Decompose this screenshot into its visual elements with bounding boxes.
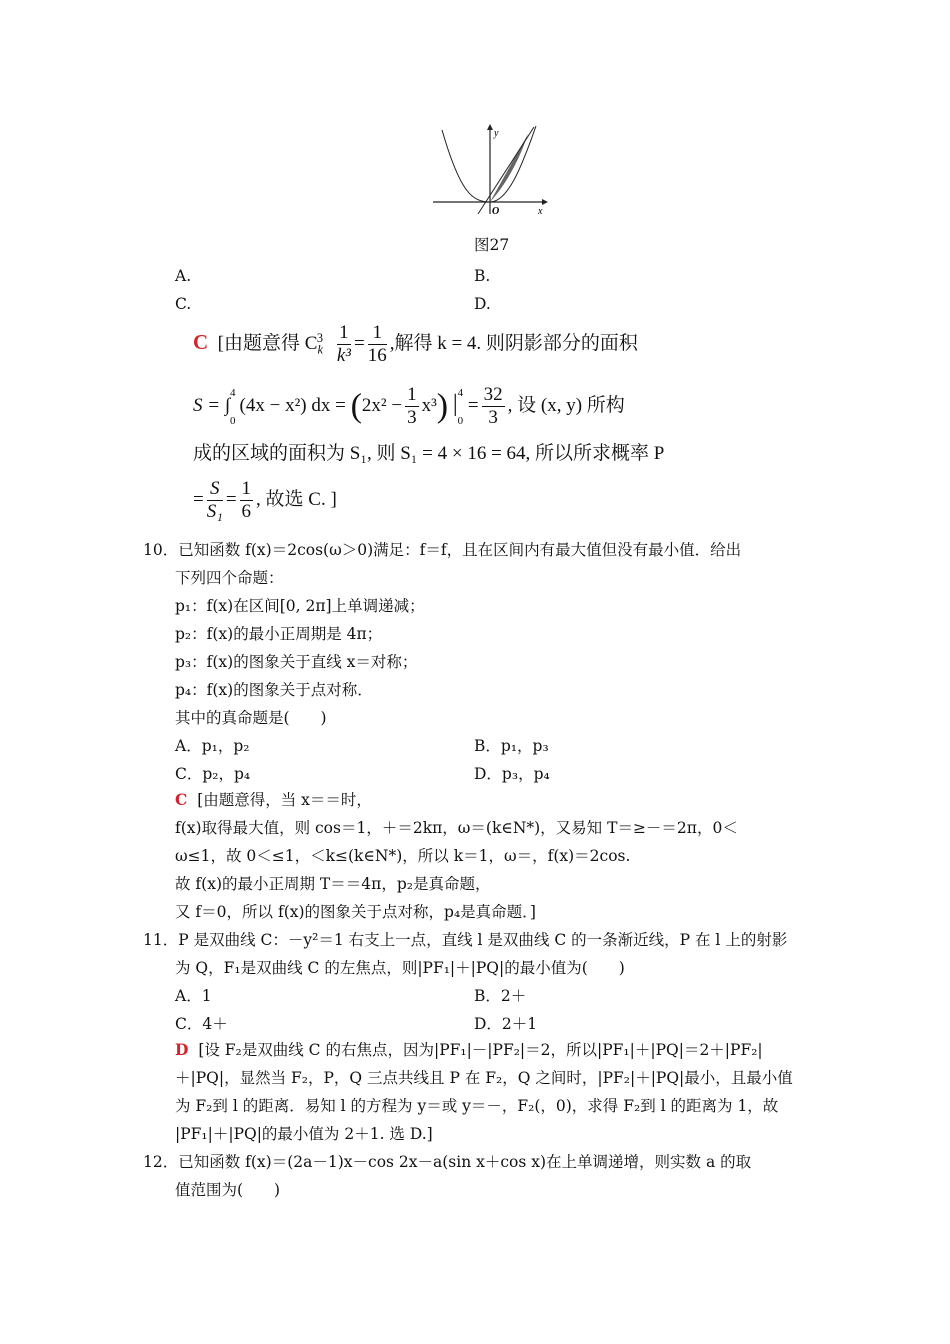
- q10-solution-line-5: 又 f＝0，所以 f(x)的图象关于点对称，p₄是真命题．]: [175, 903, 536, 921]
- q11-stem-1: 11．P 是双曲线 C：－y²＝1 右支上一点，直线 l 是双曲线 C 的一条渐近线，P 在 l 上的射影: [143, 931, 788, 949]
- q9-sol1-sub: k: [317, 342, 323, 357]
- q10-stem-2: 下列四个命题：: [175, 569, 284, 587]
- q11-option-c: C．4＋: [175, 1015, 228, 1033]
- q10-prop-p1: p₁：f(x)在区间[0, 2π]上单调递减；: [175, 597, 425, 615]
- q10-question: 其中的真命题是( ): [175, 709, 327, 727]
- q11-solution-line-3: 为 F₂到 l 的距离．易知 l 的方程为 y＝或 y＝－，F₂(，0)，求得 F₂到 l 的距离为 1，故: [175, 1097, 779, 1115]
- q9-int-lower: 0: [230, 414, 236, 427]
- q9-solution-line-2: S = ∫ 4 0 (4x − x²) dx = (2x² − $\frac{1}{3}$ x³) | 4 0 = $\frac{32}{3}$ , 设 (x, y) 所构: [193, 384, 625, 428]
- q10-option-a: A．p₁，p₂: [175, 737, 250, 755]
- line-curve: [478, 127, 534, 214]
- q9-frac-3: $\frac{1}{3}$: [407, 384, 417, 428]
- q10-stem-1: 10．已知函数 f(x)＝2cos(ω＞0)满足：f＝f，且在区间内有最大值但没有最小值．给出: [143, 541, 742, 559]
- q9-solution-line-4: [193, 478, 337, 523]
- q11-answer-letter: D: [175, 1040, 189, 1059]
- figure-27-graph: [430, 122, 550, 218]
- q9-solution-line-3: 成的区域的面积为 S₁, 则 S₁ = 4 × 16 = 64, 所以所求概率 P: [193, 443, 665, 464]
- q11-solution-line-1: D [设 F₂是双曲线 C 的右焦点，因为|PF₁|－|PF₂|＝2，所以|PF₁|＋|PQ|＝2＋|PF₂|: [175, 1040, 763, 1059]
- figure-caption: 图27: [474, 236, 510, 254]
- q10-option-d: D．p₃，p₄: [474, 765, 550, 783]
- q9-sol2-post: , 设 (x, y) 所构: [507, 394, 625, 416]
- q11-solution-line-2: ＋|PQ|，显然当 F₂，P，Q 三点共线且 P 在 F₂，Q 之间时，|PF₂|＋|PQ|最小，且最小值: [175, 1069, 793, 1087]
- q10-answer-letter: C: [175, 790, 188, 809]
- q11-solution-line-4: |PF₁|＋|PQ|的最小值为 2＋1. 选 D.]: [175, 1125, 433, 1143]
- q9-answer-letter: C: [193, 329, 209, 354]
- parabola-curve: [442, 126, 536, 202]
- q9-sol1-pre: [由题意得 C: [217, 332, 318, 354]
- q9-eval-lower: 0: [457, 414, 464, 427]
- q12-stem-1: 12．已知函数 f(x)＝(2a－1)x－cos 2x－a(sin x＋cos x)在上单调递增，则实数 a 的取: [143, 1153, 752, 1171]
- q9-sol4-eq: =: [225, 488, 237, 510]
- q9-int-upper: 4: [230, 386, 236, 399]
- q11-option-b: B．2＋: [474, 987, 527, 1005]
- q9-option-b: B.: [474, 267, 491, 285]
- axis-x-label: x: [538, 206, 543, 217]
- x-axis-arrow: [542, 199, 548, 205]
- q9-integrand: (4x − x²) dx =: [239, 394, 346, 416]
- q9-sol1-sup: 3: [316, 330, 324, 345]
- q11-option-d: D．2＋1: [474, 1015, 538, 1033]
- y-axis-arrow: [487, 124, 493, 130]
- q10-solution-line-4: 故 f(x)的最小正周期 T＝＝4π，p₂是真命题，: [175, 875, 491, 893]
- q9-sol1-post: ,解得 k = 4. 则阴影部分的面积: [389, 332, 638, 354]
- q9-frac-4: $\frac{32}{3}$: [483, 384, 503, 428]
- q10-option-c: C．p₂，p₄: [175, 765, 251, 783]
- q10-prop-p3: p₃：f(x)的图象关于直线 x＝对称；: [175, 653, 418, 671]
- q9-option-c: C.: [175, 295, 192, 313]
- q9-frac-5: $\frac{S}{\text{S₁}}$: [206, 478, 223, 522]
- q9-eval-bar: |: [452, 390, 458, 417]
- q9-eval-upper: 4: [457, 386, 464, 399]
- q11-stem-2: 为 Q，F₁是双曲线 C 的左焦点，则|PF₁|＋|PQ|的最小值为( ): [175, 959, 625, 977]
- q12-stem-2: 值范围为( ): [175, 1181, 281, 1199]
- q9-antideriv-b: x³: [421, 394, 437, 416]
- q10-solution-line-1: C [由题意得，当 x＝＝时，: [175, 790, 372, 809]
- q11-option-a: A．1: [175, 987, 212, 1005]
- q10-solution-line-2: f(x)取得最大值，则 cos＝1，＋＝2kπ，ω＝(k∈N*)，又易知 T＝≥－＝2π，0＜: [175, 819, 738, 837]
- q9-eq: =: [467, 394, 479, 416]
- q9-antideriv-a: 2x² −: [361, 394, 403, 416]
- q10-prop-p4: p₄：f(x)的图象关于点对称．: [175, 681, 373, 699]
- q9-option-d: D.: [474, 295, 491, 313]
- origin-label: O: [492, 206, 500, 217]
- q10-prop-p2: p₂：f(x)的最小正周期是 4π；: [175, 625, 383, 643]
- q9-sol2-pre: S = ∫: [193, 394, 231, 416]
- q9-option-a: A.: [175, 267, 192, 285]
- q9-frac-2: $\frac{1}{16}$: [367, 322, 387, 366]
- q9-sol4-post: , 故选 C. ]: [256, 488, 337, 510]
- q9-sol4-pre: =: [193, 488, 204, 510]
- shaded-region: [490, 134, 528, 202]
- q9-frac-1: $\frac{1}{\text{k³}}$: [336, 322, 351, 366]
- q9-frac-6: $\frac{1}{6}$: [241, 478, 252, 522]
- q10-solution-line-3: ω≤1，故 0＜≤1，＜k≤(k∈N*)，所以 k＝1，ω＝，f(x)＝2cos.: [175, 847, 631, 865]
- axis-y-label: y: [494, 128, 499, 139]
- q9-solution-line-1: C [由题意得 $C_k^3$ $\frac{1}{\text{k³}}$ = $\frac{1}{16}$ ,解得 k = 4. 则阴影部分的面积: [193, 322, 638, 366]
- q10-option-b: B．p₁，p₃: [474, 737, 549, 755]
